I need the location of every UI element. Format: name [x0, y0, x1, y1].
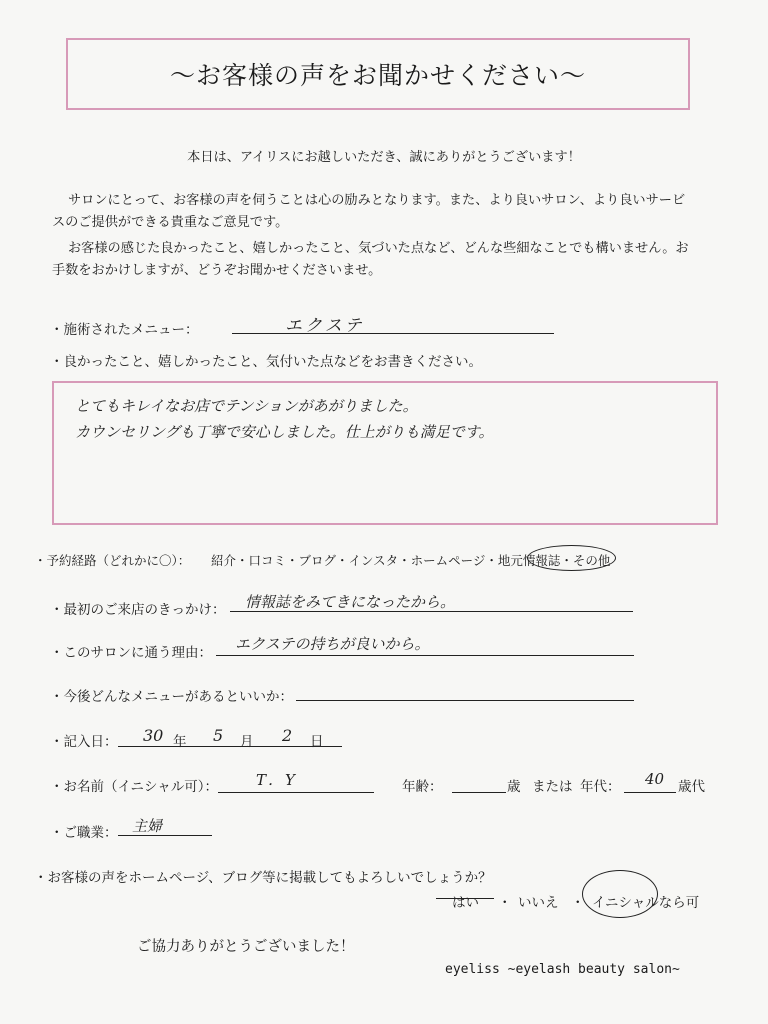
publish-yes-strike [436, 898, 494, 899]
date-day-unit: 日 [310, 734, 324, 750]
route-label: ・予約経路（どれかに〇）： [34, 553, 191, 568]
job-underline [118, 835, 212, 836]
thanks-text: ご協力ありがとうございました！ [137, 939, 355, 955]
name-label: ・お名前（イニシャル可）： [50, 779, 218, 795]
intro-para2-line1: お客様の感じた良かったこと、嬉しかったこと、気づいた点など、どんな些細なことでも構いません。お [68, 241, 689, 256]
date-month: 5 [213, 726, 224, 745]
trigger-label: ・最初のご来店のきっかけ： [50, 602, 226, 618]
reason-answer: エクステの持ちが良いから。 [235, 635, 430, 653]
publish-question: ・お客様の声をホームページ、ブログ等に掲載してもよろしいでしょうか？ [34, 870, 492, 886]
date-underline [118, 746, 342, 747]
date-day: 2 [282, 726, 293, 745]
age-era-label: 年代： [580, 779, 621, 795]
publish-sep2: ・ [571, 895, 585, 911]
route-selected-circle [527, 545, 616, 571]
date-label: ・記入日： [50, 734, 118, 750]
age-era-value: 40 [645, 770, 665, 788]
age-era-underline [624, 792, 676, 793]
footer-brand: eyeliss ~eyelash beauty salon~ [445, 962, 680, 977]
intro-para1-line2: スのご提供ができる貴重なご意見です。 [52, 215, 289, 230]
future-menu-label: ・今後どんなメニューがあるといいか： [50, 689, 293, 705]
job-label: ・ご職業： [50, 825, 118, 841]
publish-sep1: ・ [498, 895, 512, 911]
date-year: 30 [143, 726, 164, 745]
comments-label: ・良かったこと、嬉しかったこと、気付いた点などをお書きください。 [50, 354, 482, 370]
menu-underline [232, 333, 554, 334]
age-underline [452, 792, 506, 793]
title-box [66, 38, 690, 110]
menu-label: ・施術されたメニュー： [50, 322, 199, 338]
publish-option-initial: イニシャルなら可 [592, 895, 700, 911]
page-title: ～お客様の声をお聞かせください～ [169, 61, 586, 90]
menu-answer: エクステ [285, 316, 365, 336]
age-label: 年齢： [402, 779, 443, 795]
reason-underline [216, 655, 634, 656]
age-era-unit: 歳代 [678, 779, 705, 795]
comments-line1: とてもキレイなお店でテンションがあがりました。 [75, 397, 418, 415]
date-month-unit: 月 [240, 734, 254, 750]
trigger-answer: 情報誌をみてきになったから。 [245, 593, 456, 611]
trigger-underline [230, 611, 633, 612]
greeting: 本日は、アイリスにお越しいただき、誠にありがとうございます！ [187, 150, 581, 165]
route-options: 紹介・口コミ・ブログ・インスタ・ホームページ・地元情報誌・その他 [211, 553, 611, 568]
reason-label: ・このサロンに通う理由： [50, 645, 212, 661]
future-menu-underline [296, 700, 634, 701]
name-underline [218, 792, 374, 793]
date-year-unit: 年 [173, 734, 187, 750]
publish-option-yes: はい [452, 895, 479, 911]
intro-para2-line2: 手数をおかけしますが、どうぞお聞かせくださいませ。 [52, 263, 382, 278]
age-or: または [532, 779, 573, 795]
comments-line2: カウンセリングも丁寧で安心しました。仕上がりも満足です。 [75, 423, 494, 441]
name-answer: T．Y [256, 771, 297, 789]
job-answer: 主婦 [132, 817, 163, 835]
age-unit: 歳 [507, 779, 521, 795]
intro-para1-line1: サロンにとって、お客様の声を伺うことは心の励みとなります。また、より良いサロン、より良いサービ [68, 193, 686, 208]
publish-option-no: いいえ [518, 895, 559, 911]
publish-selected-circle [582, 870, 658, 918]
